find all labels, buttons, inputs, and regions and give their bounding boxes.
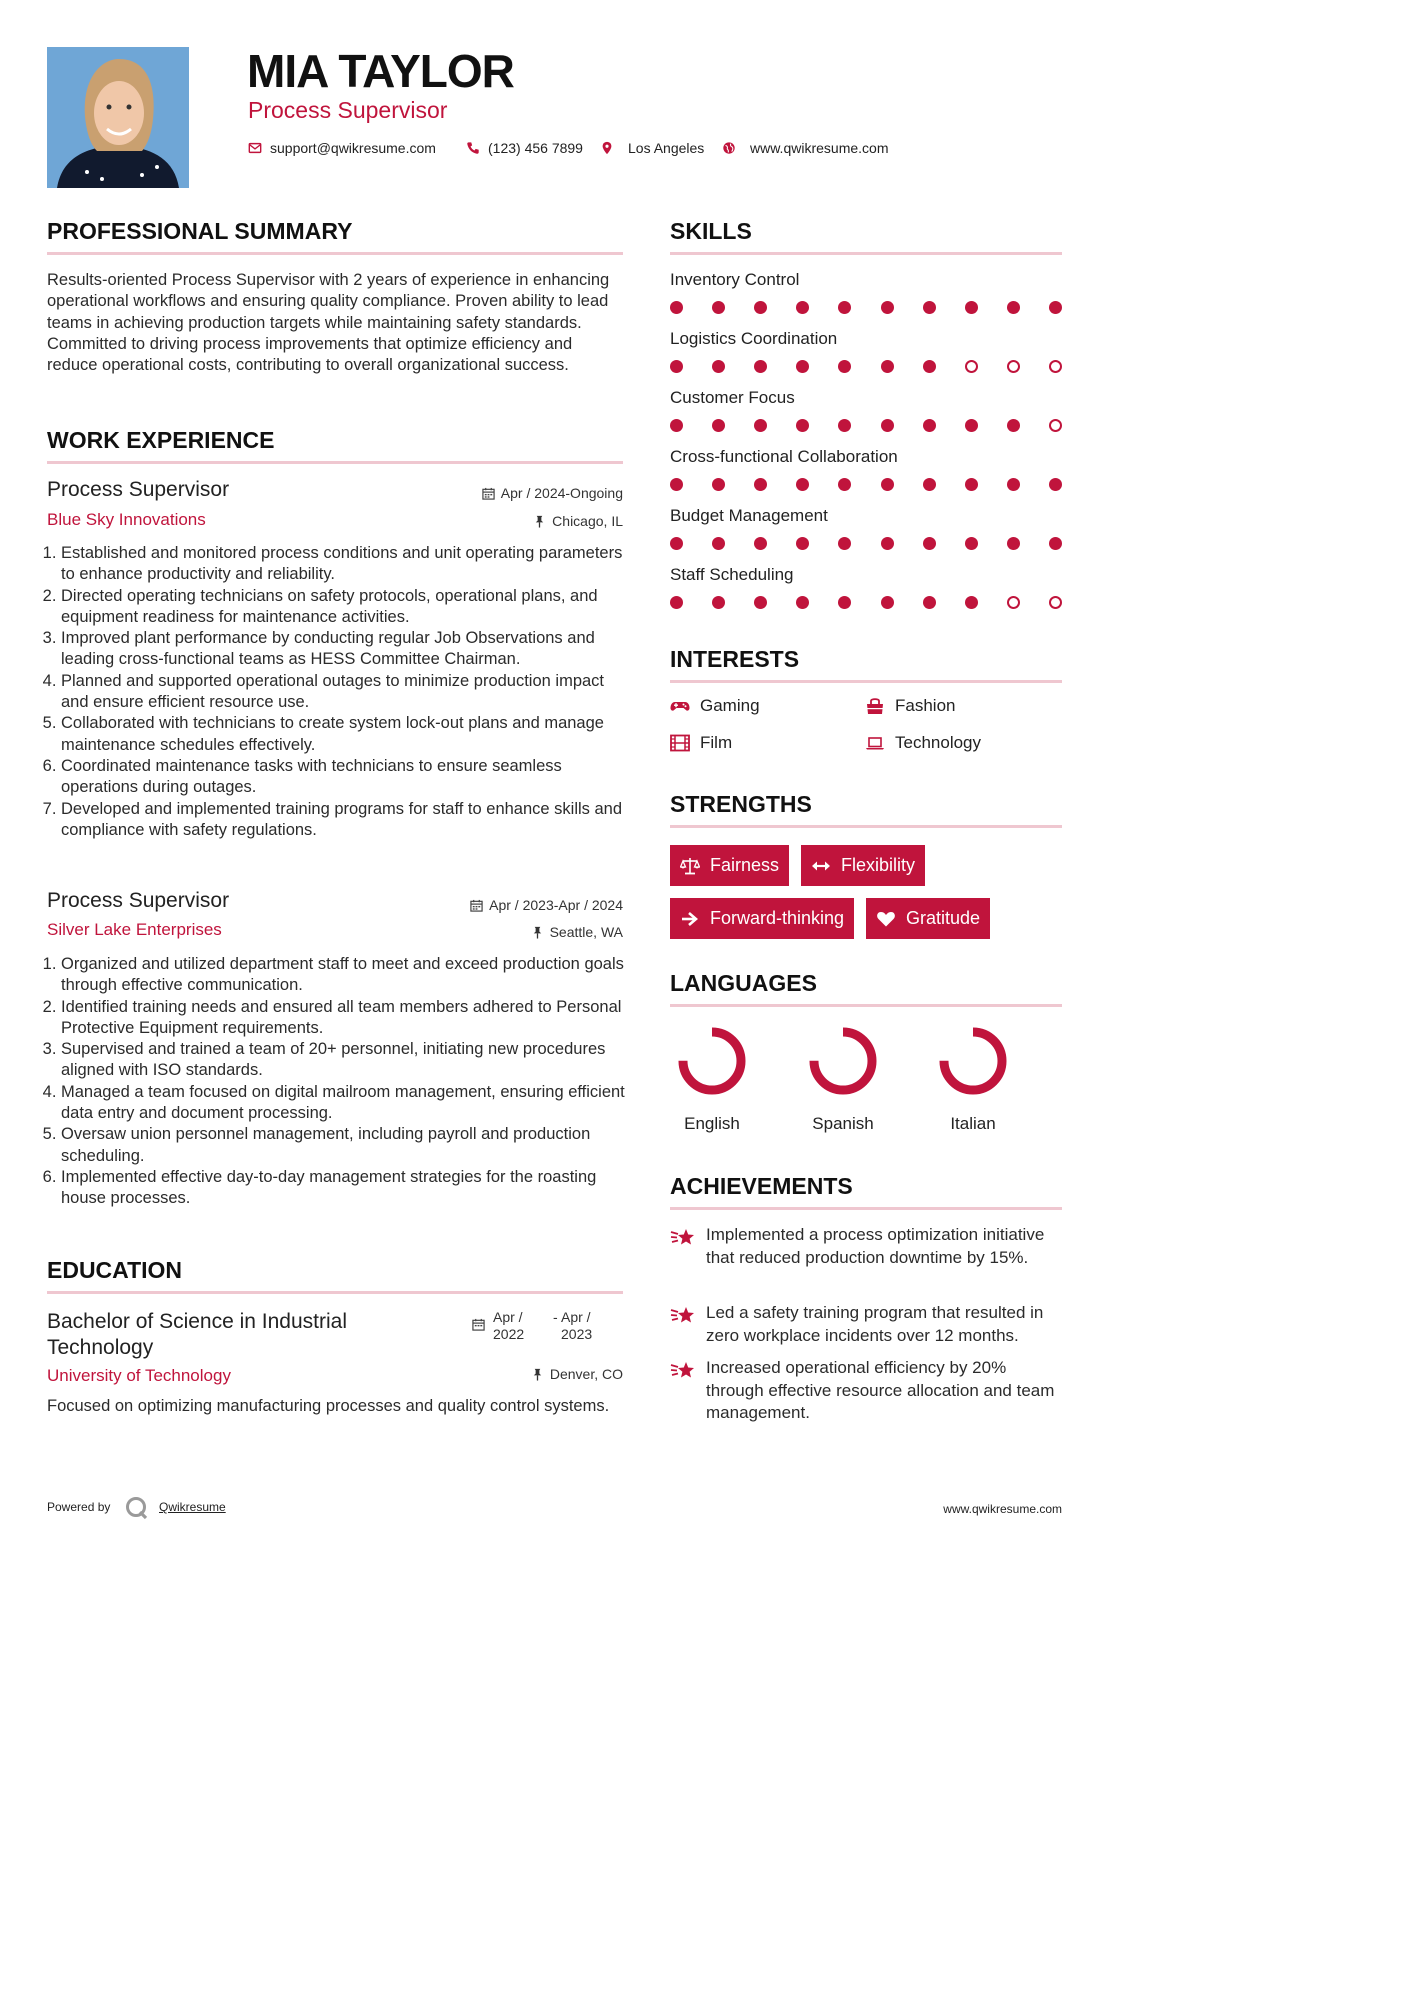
skill-name: Cross-functional Collaboration <box>670 447 898 466</box>
rating-dot-filled <box>881 537 894 550</box>
interest-label: Fashion <box>895 696 956 715</box>
rating-dot-filled <box>754 419 767 432</box>
rating-dot-filled <box>965 537 978 550</box>
strength-label: Gratitude <box>906 908 981 928</box>
rating-dot-empty <box>1049 419 1062 432</box>
film-icon <box>670 734 690 752</box>
interest-label: Film <box>700 733 733 752</box>
strength-tag-forward-thinking <box>670 898 854 939</box>
skill-name: Inventory Control <box>670 270 800 289</box>
job-location <box>531 924 623 940</box>
job-location-text: Seattle, WA <box>549 924 623 940</box>
shooting-star-icon <box>670 1304 696 1326</box>
summary-text: Results-oriented Process Supervisor with 2 years of experience in enhancing operational workflows and ensuring quality compliance. Proven ability to lead teams in achieving production targets while maintaining safety standards. Committed to driving process improvements that optimize efficiency and reduce operational costs, contributing to overall organizational success. <box>47 271 610 375</box>
strength-tag-gratitude <box>866 898 990 939</box>
interest-label: Gaming <box>700 696 760 715</box>
rating-dot-filled <box>923 596 936 609</box>
list-item: 2. Identified training needs and ensured all team members adhered to Personal Protective Equipment requirements. <box>61 997 627 1040</box>
rating-dot-filled <box>796 537 809 550</box>
strength-label: Fairness <box>710 855 780 875</box>
rating-dot-filled <box>712 419 725 432</box>
job-dates-text: Apr / 2024-Ongoing <box>500 485 623 501</box>
rating-dot-filled <box>754 478 767 491</box>
job-company: Silver Lake Enterprises <box>47 920 222 939</box>
strengths-heading: STRENGTHS <box>670 791 812 817</box>
rating-dot-filled <box>754 301 767 314</box>
education-start-date: Apr / 2022 <box>493 1309 525 1342</box>
rating-dot-filled <box>796 419 809 432</box>
laptop-icon <box>865 734 885 752</box>
languages-heading: LANGUAGES <box>670 970 817 996</box>
rating-dot-filled <box>838 537 851 550</box>
skills-heading: SKILLS <box>670 218 752 244</box>
rating-dot-filled <box>670 478 683 491</box>
rating-dot-filled <box>670 301 683 314</box>
arrows-horizontal-icon <box>811 857 831 875</box>
education-description: Focused on optimizing manufacturing processes and quality control systems. <box>47 1397 610 1415</box>
rating-dot-filled <box>670 537 683 550</box>
rating-dot-filled <box>754 596 767 609</box>
interest-label: Technology <box>895 733 982 752</box>
strength-tag-fairness <box>670 845 789 886</box>
rating-dot-filled <box>965 478 978 491</box>
job-bullets <box>47 543 627 841</box>
gamepad-icon <box>670 697 690 715</box>
interests-divider <box>670 680 1062 683</box>
rating-dot-filled <box>881 301 894 314</box>
education-divider <box>47 1291 623 1294</box>
rating-dot-filled <box>796 301 809 314</box>
rating-dot-filled <box>838 301 851 314</box>
strengths-divider <box>670 825 1062 828</box>
achievements-divider <box>670 1207 1062 1210</box>
rating-dot-empty <box>965 360 978 373</box>
list-item: 7. Developed and implemented training programs for staff to enhance skills and compliance with safety regulations. <box>61 799 627 842</box>
rating-dot-filled <box>923 537 936 550</box>
heart-icon <box>876 910 896 928</box>
rating-dot-filled <box>881 478 894 491</box>
contact-phone[interactable] <box>466 140 583 156</box>
shooting-star-icon <box>670 1226 696 1248</box>
experience-heading: WORK EXPERIENCE <box>47 427 275 453</box>
rating-dot-filled <box>881 596 894 609</box>
phone-text: (123) 456 7899 <box>488 140 583 156</box>
rating-dot-filled <box>923 478 936 491</box>
language-name: Spanish <box>812 1114 874 1133</box>
skill-name: Logistics Coordination <box>670 329 838 348</box>
job-dates <box>482 485 623 501</box>
rating-dot-filled <box>923 419 936 432</box>
profile-photo <box>47 47 189 188</box>
email-text: support@qwikresume.com <box>270 140 436 156</box>
shooting-star-icon <box>670 1359 696 1381</box>
achievement-text: Increased operational efficiency by 20% through effective resource allocation and team management. <box>706 1358 1055 1422</box>
rating-dot-filled <box>838 596 851 609</box>
footer-website-link[interactable]: www.qwikresume.com <box>943 1502 1062 1516</box>
rating-dot-filled <box>754 537 767 550</box>
list-item: 6. Implemented effective day-to-day management strategies for the roasting house processes. <box>61 1167 627 1210</box>
skills-divider <box>670 252 1062 255</box>
experience-divider <box>47 461 623 464</box>
list-item: 4. Managed a team focused on digital mailroom management, ensuring efficient data entry and document processing. <box>61 1082 627 1125</box>
job-dates <box>470 897 623 913</box>
interest-item-fashion <box>865 696 955 716</box>
pushpin-icon <box>531 1368 544 1381</box>
list-item: 5. Oversaw union personnel management, including payroll and production scheduling. <box>61 1124 627 1167</box>
list-item: 5. Collaborated with technicians to create system lock-out plans and manage maintenance schedules effectively. <box>61 713 627 756</box>
calendar-icon <box>470 899 483 912</box>
rating-dot-filled <box>1007 478 1020 491</box>
list-item: 1. Organized and utilized department staff to meet and exceed production goals through effective communication. <box>61 954 627 997</box>
skill-name: Customer Focus <box>670 388 795 407</box>
strength-label: Flexibility <box>841 855 916 875</box>
rating-dot-filled <box>712 537 725 550</box>
list-item: 1. Established and monitored process conditions and unit operating parameters to enhance productivity and reliability. <box>61 543 627 586</box>
skill-rating <box>670 301 1062 314</box>
rating-dot-filled <box>1007 537 1020 550</box>
rating-dot-filled <box>1007 301 1020 314</box>
language-gauge <box>938 1026 1008 1101</box>
map-pin-icon <box>600 141 614 155</box>
website-text: www.qwikresume.com <box>750 140 889 156</box>
skill-rating <box>670 596 1062 609</box>
rating-dot-filled <box>796 478 809 491</box>
education-location <box>531 1366 623 1382</box>
achievement-text: Implemented a process optimization initiative that reduced production downtime by 15%. <box>706 1225 1045 1267</box>
rating-dot-empty <box>1007 596 1020 609</box>
job-title: Process Supervisor <box>47 478 230 501</box>
skill-rating <box>670 360 1062 373</box>
skill-rating <box>670 419 1062 432</box>
rating-dot-filled <box>838 419 851 432</box>
education-end-date: Apr / 2023 <box>561 1309 593 1342</box>
rating-dot-filled <box>923 360 936 373</box>
skill-rating <box>670 478 1062 491</box>
interest-item-gaming <box>670 696 760 716</box>
list-item: 4. Planned and supported operational outages to minimize production impact and ensure efficient resource use. <box>61 671 627 714</box>
rating-dot-empty <box>1007 360 1020 373</box>
skill-rating <box>670 537 1062 550</box>
strength-tag-flexibility <box>801 845 925 886</box>
language-ring <box>808 1026 878 1096</box>
rating-dot-filled <box>838 360 851 373</box>
list-item: 3. Supervised and trained a team of 20+ personnel, initiating new procedures aligned with ISO standards. <box>61 1039 627 1082</box>
achievement-item <box>670 1224 1062 1269</box>
rating-dot-filled <box>670 596 683 609</box>
achievement-text: Led a safety training program that resulted in zero workplace incidents over 12 months. <box>706 1303 1044 1345</box>
rating-dot-filled <box>923 301 936 314</box>
rating-dot-filled <box>965 596 978 609</box>
rating-dot-filled <box>881 360 894 373</box>
job-title: Process Supervisor <box>47 889 230 912</box>
achievements-heading: ACHIEVEMENTS <box>670 1173 853 1199</box>
rating-dot-filled <box>754 360 767 373</box>
language-name: Italian <box>950 1114 996 1133</box>
language-ring <box>938 1026 1008 1096</box>
job-company: Blue Sky Innovations <box>47 510 206 529</box>
calendar-icon <box>482 487 495 500</box>
job-bullets <box>47 954 627 1210</box>
list-item: 2. Directed operating technicians on safety protocols, operational plans, and equipment readiness for maintenance activities. <box>61 586 627 629</box>
calendar-icon <box>472 1318 485 1336</box>
rating-dot-filled <box>796 360 809 373</box>
qwikresume-link[interactable]: Qwikresume <box>159 1500 226 1514</box>
languages-divider <box>670 1004 1062 1007</box>
school-name: University of Technology <box>47 1366 231 1385</box>
envelope-icon <box>248 141 262 155</box>
rating-dot-filled <box>712 478 725 491</box>
rating-dot-filled <box>670 419 683 432</box>
language-level-arc <box>944 1032 1002 1090</box>
language-name: English <box>684 1114 740 1133</box>
shopping-bag-icon <box>865 697 885 715</box>
skill-name: Staff Scheduling <box>670 565 794 584</box>
job-location-text: Chicago, IL <box>552 513 623 529</box>
interests-heading: INTERESTS <box>670 646 800 672</box>
list-item: 6. Coordinated maintenance tasks with technicians to ensure seamless operations during outages. <box>61 756 627 799</box>
arrow-right-icon <box>680 910 700 928</box>
education-heading: EDUCATION <box>47 1257 183 1283</box>
rating-dot-filled <box>1049 537 1062 550</box>
language-gauge <box>677 1026 747 1101</box>
candidate-title: Process Supervisor <box>248 97 448 123</box>
location-text: Los Angeles <box>628 140 705 156</box>
strength-label: Forward-thinking <box>710 908 845 928</box>
contact-email[interactable] <box>248 140 436 156</box>
rating-dot-filled <box>881 419 894 432</box>
rating-dot-filled <box>965 301 978 314</box>
interest-item-film <box>670 733 732 753</box>
education-location-text: Denver, CO <box>549 1366 623 1382</box>
rating-dot-filled <box>1049 301 1062 314</box>
rating-dot-filled <box>712 360 725 373</box>
degree-title: Bachelor of Science in Industrial Technology <box>47 1310 347 1359</box>
contact-location <box>600 140 704 156</box>
balance-scale-icon <box>680 857 700 875</box>
language-level-arc <box>814 1032 872 1090</box>
list-item: 3. Improved plant performance by conducting regular Job Observations and leading cross-functional teams as HESS Committee Chairman. <box>61 628 627 671</box>
qwikresume-logo-icon <box>125 1496 149 1525</box>
skill-name: Budget Management <box>670 506 828 525</box>
pushpin-icon <box>531 926 544 939</box>
rating-dot-filled <box>712 301 725 314</box>
pushpin-icon <box>533 515 546 528</box>
language-gauge <box>808 1026 878 1101</box>
date-separator: - <box>553 1309 558 1325</box>
contact-website[interactable] <box>722 140 888 156</box>
rating-dot-filled <box>796 596 809 609</box>
globe-icon <box>722 141 736 155</box>
language-ring <box>677 1026 747 1096</box>
achievement-item <box>670 1302 1062 1347</box>
rating-dot-filled <box>1007 419 1020 432</box>
rating-dot-filled <box>838 478 851 491</box>
rating-dot-empty <box>1049 360 1062 373</box>
job-dates-text: Apr / 2023-Apr / 2024 <box>489 897 623 913</box>
powered-by-label: Powered by <box>47 1500 111 1514</box>
language-level-arc <box>683 1032 741 1090</box>
rating-dot-filled <box>1049 478 1062 491</box>
rating-dot-filled <box>670 360 683 373</box>
summary-divider <box>47 252 623 255</box>
rating-dot-filled <box>712 596 725 609</box>
phone-icon <box>466 141 480 155</box>
interest-item-technology <box>865 733 981 753</box>
rating-dot-filled <box>965 419 978 432</box>
candidate-name: MIA TAYLOR <box>247 45 514 97</box>
summary-heading: PROFESSIONAL SUMMARY <box>47 218 353 244</box>
rating-dot-empty <box>1049 596 1062 609</box>
achievement-item <box>670 1357 1062 1425</box>
job-location <box>533 513 623 529</box>
